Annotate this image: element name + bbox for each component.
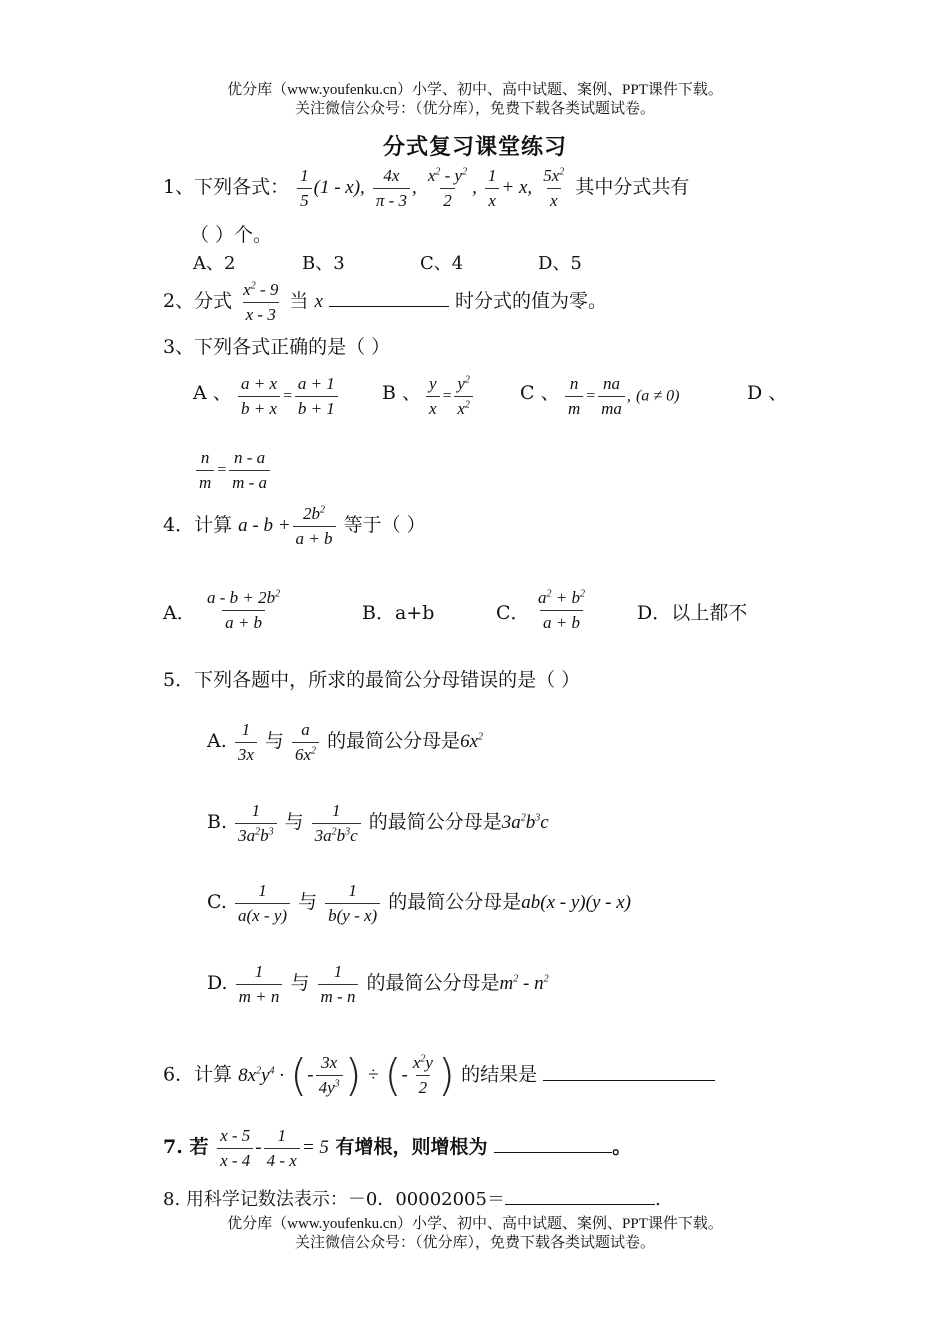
q1-frac-4: $\frac{1}{x}$: [485, 166, 500, 210]
q3-label-c: C 、: [520, 382, 560, 404]
q3-option-c: $\frac{n}{m}$ = $\frac{na}{ma}$ , (a ≠ 0): [563, 374, 679, 418]
q3-label-b: B 、: [382, 382, 422, 404]
q5-stem: 5．下列各题中，所求的最简公分母错误的是（ ）: [163, 669, 581, 691]
page-title: 分式复习课堂练习: [382, 134, 567, 160]
q4-option-a: $\frac{a - b + 2b^2}{a + b}$: [207, 588, 281, 632]
q1-continuation: （ ）个。: [190, 224, 273, 246]
q1-expr-1: (1 - x),: [313, 177, 365, 199]
q4-prefix: 4．计算: [163, 514, 233, 537]
q8-answer-blank[interactable]: [505, 1204, 655, 1205]
q6-prefix: 6．计算: [163, 1063, 233, 1086]
question-6: 6．计算 $8x^2y^4$ · (- $\frac{3x}{4y^3}$ ) ÷ (- $\frac{x^2y}{2}$ ) 的结果是: [163, 1050, 715, 1101]
q4-suffix: 等于（ ）: [343, 514, 426, 537]
q3-option-d: $\frac{n}{m}$ = $\frac{n - a}{m - a}$: [194, 448, 272, 492]
q6-suffix: 的结果是: [461, 1063, 538, 1086]
q2-frac: $\frac{x^2 - 9}{x - 3}$: [243, 280, 279, 324]
q2-var: x: [314, 291, 323, 313]
q1-frac-3: $\frac{x^2 - y^2}{2}$: [427, 166, 468, 210]
q1-suffix: 其中分式共有: [575, 176, 690, 199]
q6-expr: $8x^2y^4$ ·: [238, 1064, 285, 1086]
q7-prefix: 7. 若: [163, 1136, 209, 1159]
q3-condition: (a ≠ 0): [635, 387, 680, 405]
q7-suffix: 有增根，则增根为: [335, 1136, 488, 1159]
q5-option-c: C. $\frac{1}{a(x - y)}$ 与 $\frac{1}{b(y - x)}$ 的最简公分母是ab(x - y)(y - x): [207, 881, 631, 925]
q4-option-c: $\frac{a^2 + b^2}{a + b}$: [538, 588, 585, 632]
q1-option-b: B、3: [302, 253, 345, 274]
q4-expr: a - b +: [238, 515, 291, 537]
q1-option-a: A、2: [193, 253, 236, 274]
q3-label-d: D 、: [747, 382, 788, 404]
question-2: [163, 280, 607, 324]
q1-prefix: 1、下列各式：: [163, 176, 290, 199]
header-line-2: 关注微信公众号：（优分库），免费下载各类试题试卷。: [294, 101, 655, 117]
q3-option-b: $\frac{y}{x}$ = $\frac{y^2}{x^2}$: [424, 374, 475, 418]
q1-option-c: C、4: [420, 253, 464, 274]
question-1: 1、下列各式： $\frac{1}{5}$ (1 - x), $\frac{4x}{\pi - 3}$ , $\frac{x^2 - y^2}{2}$ , $\frac{1}{x}$ + x, $\frac{5x^2}{x}$ 其中分式共有: [163, 166, 690, 210]
q4-option-b: B．a+b: [362, 602, 435, 624]
q2-prefix: 2、分式: [163, 290, 233, 313]
q6-answer-blank[interactable]: [543, 1080, 715, 1081]
q2-answer-blank[interactable]: [329, 306, 449, 307]
q3-option-a: $\frac{a + x}{b + x}$ = $\frac{a + 1}{b + 1}$: [236, 374, 340, 418]
q1-frac-5: $\frac{5x^2}{x}$: [543, 166, 565, 210]
footer-line-2: 关注微信公众号：（优分库），免费下载各类试题试卷。: [294, 1235, 655, 1251]
q4-label-a: A．: [163, 602, 196, 624]
q2-mid: 当: [289, 290, 309, 313]
q3-stem: 3、下列各式正确的是（ ）: [163, 336, 391, 358]
header-line-1: 优分库（www.youfenku.cn）小学、初中、高中试题、案例、PPT课件下载。: [227, 82, 723, 98]
q5-option-b: B. $\frac{1}{3a^2b^3}$ 与 $\frac{1}{3a^2b^3c}$ 的最简公分母是$3a^2b^3c$: [207, 801, 549, 845]
q3-label-a: A 、: [193, 382, 232, 404]
question-7: 7. 若 $\frac{x - 5}{x - 4}$ - $\frac{1}{4 - x}$ = 5 有增根，则增根为 。: [163, 1126, 632, 1170]
q1-frac-1: $\frac{1}{5}$: [297, 166, 312, 210]
q2-suffix: 时分式的值为零。: [455, 290, 608, 313]
q8-text: 8. 用科学记数法表示：－0．00002005＝: [163, 1189, 505, 1210]
q1-frac-2: $\frac{4x}{\pi - 3}$: [373, 166, 410, 210]
question-8: 8. 用科学记数法表示：－0．00002005＝ .: [163, 1189, 661, 1210]
q1-option-d: D、5: [538, 253, 582, 274]
q5-option-d: D. $\frac{1}{m + n}$ 与 $\frac{1}{m - n}$ 的最简公分母是$m^2 - n^2$: [207, 962, 549, 1006]
q4-option-d: D．以上都不: [637, 602, 748, 624]
question-4: 4．计算 a - b + $\frac{2b^2}{a + b}$ 等于（ ）: [163, 504, 426, 548]
q7-answer-blank[interactable]: [494, 1152, 612, 1153]
footer-line-1: 优分库（www.youfenku.cn）小学、初中、高中试题、案例、PPT课件下载。: [227, 1216, 723, 1232]
q5-option-a: A. $\frac{1}{3x}$ 与 $\frac{a}{6x^2}$ 的最简公分母是$6x^2$: [207, 720, 484, 764]
q4-label-c: C．: [496, 602, 530, 624]
